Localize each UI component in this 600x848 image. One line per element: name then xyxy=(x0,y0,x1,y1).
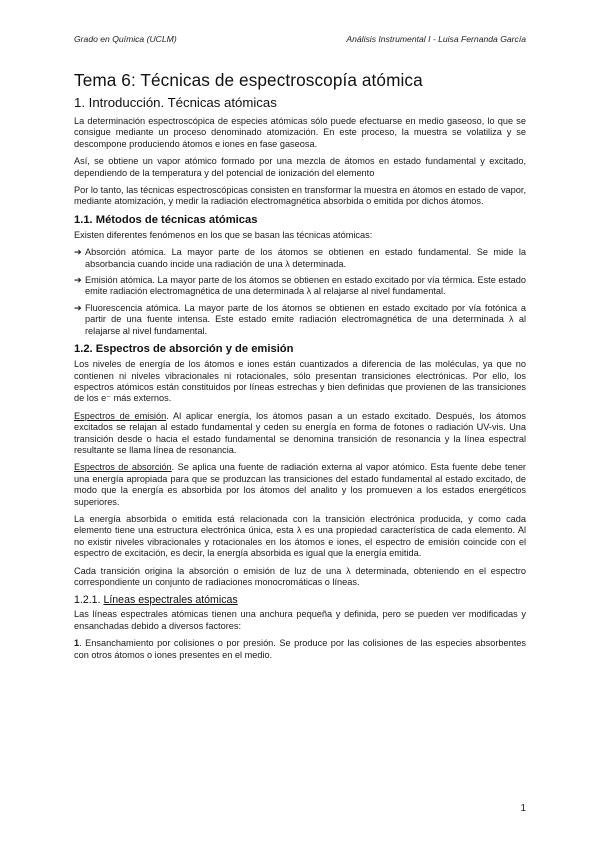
list-item-text: Absorción atómica. La mayor parte de los átomos se obtienen en estado fundamental. Se mide la absorbancia cuando incide una radiación de una λ determinada. xyxy=(85,247,526,269)
section-heading-1-1: 1.1. Métodos de técnicas atómicas xyxy=(74,213,258,226)
list-item xyxy=(74,247,526,270)
list-item-text: Fluorescencia atómica. La mayor parte de los átomos se obtienen en estado excitado por vía fotónica a partir de una fuente intensa. Este estado emite radiación electromagnética de una determinada λ al relajarse al nivel fundamental. xyxy=(85,302,526,336)
item-text: . Ensanchamiento por colisiones o por presión. Se produce por las colisiones de las especies absorbentes con otros átomos o iones presentes en el medio. xyxy=(74,638,526,660)
section-1-2-paragraph-4: La energía absorbida o emitida está relacionada con la transición electrónica producida, y como cada elemento tiene una estructura electrónica única, esta λ es una propiedad característica de cada elemento. Al no existir niveles vibracionales y rotacionales en los átomos e iones, el espectro de emisión coincide con el espectro de excitación, es decir, la energía absorbida es igual que la energía emitida. xyxy=(74,513,526,559)
list-item-text: Emisión atómica. La mayor parte de los átomos se obtienen en estado excitado por vía térmica. Este estado emite radiación electromagnética de una determinada λ al relajarse al nivel fundamental. xyxy=(85,275,526,297)
arrow-icon: ➔ xyxy=(74,247,82,258)
intro-paragraph-1: La determinación espectroscópica de especies atómicas sólo puede efectuarse en medio gaseoso, lo que se consigue mediante un proceso denominado atomización. En este proceso, la muestra se volatiliza y se descompone produciendo átomos e iones en fase gaseosa. xyxy=(74,116,526,149)
page-number: 1 xyxy=(520,803,526,814)
section-1-2-1-paragraph: Las líneas espectrales atómicas tienen una anchura pequeña y definida, pero se pueden ver modificadas y ensanchadas debido a diversos factores: xyxy=(74,609,526,631)
emission-spectra-paragraph xyxy=(74,411,526,457)
page-header xyxy=(74,34,526,44)
section-1-2-paragraph-5: Cada transición origina la absorción o emisión de luz de una λ determinada, obteniendo en el espectro correspondiente un conjunto de radiaciones monocromáticas o líneas. xyxy=(74,565,526,587)
list-item xyxy=(74,303,526,337)
section-heading-1-2: 1.2. Espectros de absorción y de emisión xyxy=(74,343,294,356)
section-heading-intro: 1. Introducción. Técnicas atómicas xyxy=(74,95,277,110)
header-right: Análisis Instrumental I - Luisa Fernanda García xyxy=(346,34,526,44)
section-number: 1.2.1. xyxy=(74,594,104,607)
section-heading-1-2-1 xyxy=(74,594,526,606)
header-left: Grado en Química (UCLM) xyxy=(74,34,177,44)
technique-list xyxy=(74,247,526,337)
broadening-item-1 xyxy=(74,638,526,661)
arrow-icon: ➔ xyxy=(74,302,82,313)
intro-paragraph-2: Así, se obtiene un vapor atómico formado por una mezcla de átomos en estado fundamental y excitado, dependiendo de la temperatura y del potencial de ionización del elemento xyxy=(74,156,526,178)
item-number: 1 xyxy=(74,638,80,649)
section-1-1-lead: Existen diferentes fenómenos en los que se basan las técnicas atómicas: xyxy=(74,229,373,240)
absorption-spectra-label: Espectros de absorción xyxy=(74,462,172,473)
emission-spectra-text: . Al aplicar energía, los átomos pasan a un estado excitado. Después, los átomos excitados se relajan al estado fundamental y ceden su energía en forma de fotones o radiación UV-vis. Una transición desde o hacia el estado fundamental se denomina transición de resonancia y la línea espectral resultante se llama línea de resonancia. xyxy=(74,410,526,455)
absorption-spectra-text: . Se aplica una fuente de radiación externa al vapor atómico. Esta fuente debe tener una energía apropiada para que se produzcan las transiciones del estado fundamental al estado excitado, de modo que la energía es absorbida por los átomos del analito y los promueven a los estados energéticos superiores. xyxy=(74,462,526,507)
page-content xyxy=(74,70,526,667)
section-title: Líneas espectrales atómicas xyxy=(103,594,238,607)
document-title: Tema 6: Técnicas de espectroscopía atómica xyxy=(74,70,423,90)
intro-paragraph-3: Por lo tanto, las técnicas espectroscópicas consisten en transformar la muestra en átomos en estado de vapor, mediante atomización, y medir la radiación electromagnética absorbida o emitida por dichos átomos. xyxy=(74,185,526,207)
section-1-2-paragraph-1: Los niveles de energía de los átomos e iones están cuantizados a diferencia de las moléculas, ya que no contienen ni niveles vibracionales ni rotacionales, sólo presentan transiciones electrónicas. Por ello, los espectros atómicos están constituidos por líneas estrechas y bien definidas que provienen de las transiciones de los e⁻ más externos. xyxy=(74,359,526,404)
arrow-icon: ➔ xyxy=(74,275,82,286)
absorption-spectra-paragraph xyxy=(74,462,526,508)
emission-spectra-label: Espectros de emisión xyxy=(74,410,167,421)
list-item xyxy=(74,275,526,298)
